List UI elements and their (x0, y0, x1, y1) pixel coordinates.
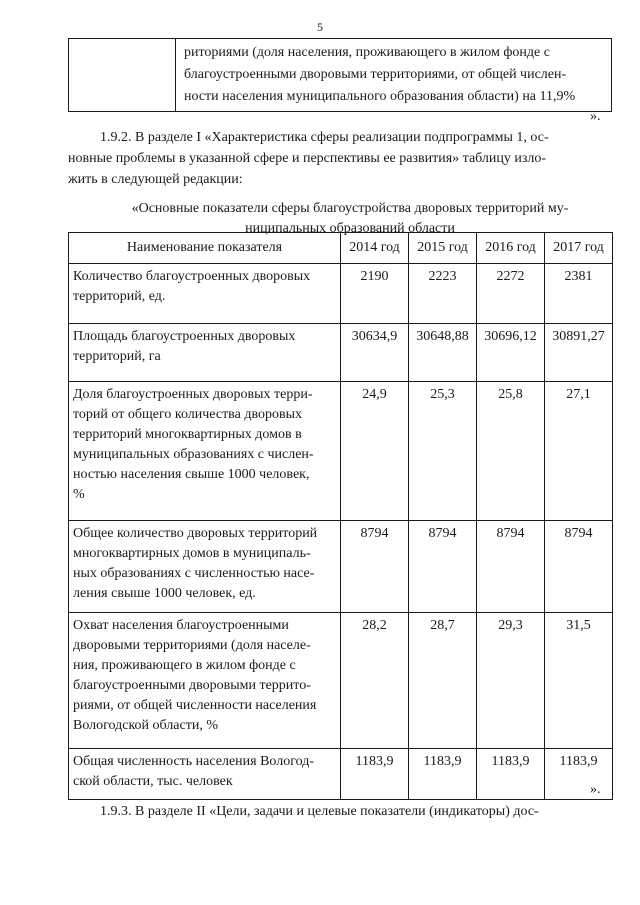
value-cell: 1183,9 (477, 749, 545, 800)
indicator-name-line: % (73, 487, 85, 502)
indicator-name-line: Площадь благоустроенных дворовых (73, 329, 296, 344)
fragment-empty-cell (69, 39, 176, 112)
indicator-name-line: Общее количество дворовых территорий (73, 526, 318, 541)
paragraph-1-9-2 (68, 127, 610, 190)
table-header-row (69, 233, 613, 264)
indicator-name-line: муниципальных образованиях с числен- (73, 447, 314, 462)
indicator-name-line: территорий, га (73, 349, 161, 364)
table-row (69, 264, 613, 324)
value-cell: 29,3 (477, 613, 545, 749)
value-cell: 24,9 (341, 382, 409, 521)
header-indicator-name: Наименование показателя (69, 233, 341, 264)
fragment-text-cell (176, 39, 612, 112)
table-row (69, 521, 613, 613)
paragraph-line: жить в следующей редакции: (68, 172, 243, 187)
fragment-line: риториями (доля населения, проживающего в жилом фонде с (184, 45, 550, 60)
value-cell: 2381 (545, 264, 613, 324)
value-cell: 28,2 (341, 613, 409, 749)
value-cell: 8794 (545, 521, 613, 613)
continued-table-fragment (68, 38, 612, 112)
fragment-line: благоустроенными дворовыми территориями, от общей числен- (184, 67, 567, 82)
indicator-name-line: Общая численность населения Вологод- (73, 754, 315, 769)
indicator-name-cell (69, 613, 341, 749)
indicator-name-line: Охват населения благоустроенными (73, 618, 289, 633)
table-row (69, 324, 613, 382)
value-cell: 30648,88 (409, 324, 477, 382)
value-cell: 2223 (409, 264, 477, 324)
table-row (69, 749, 613, 800)
value-cell: 27,1 (545, 382, 613, 521)
indicator-name-line: ностью населения свыше 1000 человек, (73, 467, 310, 482)
value-cell: 31,5 (545, 613, 613, 749)
paragraph-1-9-3 (68, 801, 610, 822)
caption-line: ниципальных образований области (245, 221, 455, 236)
indicator-name-cell (69, 324, 341, 382)
value-cell: 1183,9 (341, 749, 409, 800)
header-year-2015: 2015 год (409, 233, 477, 264)
indicator-name-line: Доля благоустроенных дворовых терри- (73, 387, 313, 402)
indicator-name-line: ления свыше 1000 человек, ед. (73, 586, 256, 601)
indicator-name-line: риями, от общей численности населения (73, 698, 317, 713)
value-cell: 25,3 (409, 382, 477, 521)
value-cell: 2272 (477, 264, 545, 324)
value-cell: 2190 (341, 264, 409, 324)
value-cell: 1183,9 (409, 749, 477, 800)
indicator-name-line: благоустроенными дворовыми террито- (73, 678, 311, 693)
page-number: 5 (317, 20, 323, 34)
value-cell: 30891,27 (545, 324, 613, 382)
paragraph-line: 1.9.2. В разделе I «Характеристика сферы реализации подпрограммы 1, ос- (100, 130, 549, 145)
indicator-name-line: ской области, тыс. человек (73, 774, 233, 789)
indicator-name-line: Вологодской области, % (73, 718, 219, 733)
value-cell: 28,7 (409, 613, 477, 749)
indicator-name-line: дворовыми территориями (доля населе- (73, 638, 311, 653)
paragraph-line: новные проблемы в указанной сфере и перспективы ее развития» таблицу изло- (68, 151, 547, 166)
fragment-line: ности населения муниципального образования области) на 11,9% (184, 89, 576, 104)
indicators-table (68, 232, 613, 800)
indicator-name-line: многоквартирных домов в муниципаль- (73, 546, 311, 561)
indicator-name-cell (69, 264, 341, 324)
indicator-name-line: ных образованиях с численностью насе- (73, 566, 315, 581)
indicator-name-line: территорий многоквартирных домов в (73, 427, 302, 442)
value-cell: 30634,9 (341, 324, 409, 382)
indicator-name-line: территорий, ед. (73, 289, 166, 304)
header-year-2017: 2017 год (545, 233, 613, 264)
paragraph-line: 1.9.3. В разделе II «Цели, задачи и целевые показатели (индикаторы) дос- (100, 804, 539, 819)
value-cell: 25,8 (477, 382, 545, 521)
table-row (69, 382, 613, 521)
header-year-2014: 2014 год (341, 233, 409, 264)
header-year-2016: 2016 год (477, 233, 545, 264)
indicator-name-cell (69, 749, 341, 800)
value-cell: 8794 (409, 521, 477, 613)
fragment-closing-quote: ». (590, 109, 601, 124)
table-closing-quote: ». (590, 782, 601, 797)
value-cell: 8794 (477, 521, 545, 613)
table-row (69, 613, 613, 749)
caption-line: «Основные показатели сферы благоустройства дворовых территорий му- (131, 201, 569, 216)
indicator-name-cell (69, 521, 341, 613)
indicator-name-line: торий от общего количества дворовых (73, 407, 302, 422)
value-cell: 30696,12 (477, 324, 545, 382)
indicator-name-line: Количество благоустроенных дворовых (73, 269, 311, 284)
value-cell: 1183,9 (545, 749, 613, 800)
indicator-name-line: ния, проживающего в жилом фонде с (73, 658, 296, 673)
value-cell: 8794 (341, 521, 409, 613)
indicator-name-cell (69, 382, 341, 521)
